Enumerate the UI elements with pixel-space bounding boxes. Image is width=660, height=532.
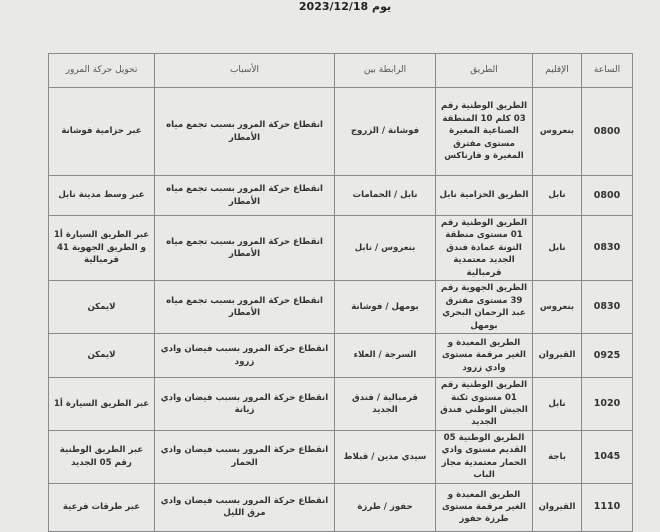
cell-link: قرمبالية / فندق الجديد	[335, 378, 436, 431]
cell-road: الطريق الوطنية رقم 01 مستوى منطقة التونة عمادة فندق الجديد معتمدية قرمبالية	[436, 216, 533, 281]
cell-cause: انقطاع حركة المرور بسبب فيضان وادي الحمار	[155, 430, 335, 483]
table-row	[49, 483, 633, 531]
cell-detour: عبر وسط مدينة نابل	[49, 176, 155, 216]
cell-cause: انقطاع حركة المرور بسبب تجمع مياه الأمطار	[155, 281, 335, 334]
table-row	[49, 88, 633, 176]
column-header-time: الساعة	[582, 54, 633, 88]
date-heading: يوم 2023/12/18	[298, 0, 392, 13]
cell-road: الطريق الوطنية رقم 03 كلم 10 المنطقة الصناعية المغيرة مستوى مفترق المغيرة و فارناكس	[436, 88, 533, 176]
cell-road: الطريق المعبدة و الغير مرقمة مستوى وادي زرود	[436, 334, 533, 378]
column-header-cause: الأسباب	[155, 54, 335, 88]
cell-link: سيدي مدين / قبلاط	[335, 430, 436, 483]
cell-cause: انقطاع حركة المرور بسبب فيضان وادي زيانة	[155, 378, 335, 431]
cell-time: 1045	[582, 430, 633, 483]
cell-region: نابل	[533, 378, 582, 431]
cell-link: بنعروس / نابل	[335, 216, 436, 281]
cell-road: الطريق الوطنية 05 القديم مستوى وادي الحمار معتمدية مجاز الباب	[436, 430, 533, 483]
cell-time: 1020	[582, 378, 633, 431]
column-header-region: الإقليم	[533, 54, 582, 88]
cell-region: نابل	[533, 216, 582, 281]
cell-detour: عبر الطريق السيارة أ1 و الطريق الجهوية 41 قرمبالية	[49, 216, 155, 281]
cell-link: حفوز / طرزة	[335, 483, 436, 531]
table-row	[49, 176, 633, 216]
cell-link: بومهل / فوشانة	[335, 281, 436, 334]
cell-region: نابل	[533, 176, 582, 216]
column-header-link: الرابطة بين	[335, 54, 436, 88]
cell-link: نابل / الحمامات	[335, 176, 436, 216]
cell-cause: انقطاع حركة المرور بسبب تجمع مياه الأمطار	[155, 176, 335, 216]
cell-detour: عبر الطريق السيارة أ1	[49, 378, 155, 431]
cell-detour: عبر طرقات فرعية	[49, 483, 155, 531]
cell-region: باجة	[533, 430, 582, 483]
cell-link: فوشانة / الزروج	[335, 88, 436, 176]
cell-cause: انقطاع حركة المرور بسبب فيضان وادي مرق الليل	[155, 483, 335, 531]
cell-time: 0830	[582, 281, 633, 334]
column-header-road: الطريق	[436, 54, 533, 88]
cell-detour: عبر الطريق الوطنية رقم 05 الجديد	[49, 430, 155, 483]
cell-time: 0800	[582, 88, 633, 176]
road-closures-table	[48, 53, 633, 532]
cell-cause: انقطاع حركة المرور بسبب فيضان وادي زرود	[155, 334, 335, 378]
cell-region: بنعروس	[533, 88, 582, 176]
cell-time: 0830	[582, 216, 633, 281]
cell-road: الطريق الوطنية رقم 01 مستوى ثكنة الجيش الوطني فندق الجديد	[436, 378, 533, 431]
column-header-detour: تحويل حركة المرور	[49, 54, 155, 88]
cell-detour: لايمكن	[49, 281, 155, 334]
cell-time: 0925	[582, 334, 633, 378]
cell-region: القيروان	[533, 334, 582, 378]
cell-detour: عبر حزامية فوشانة	[49, 88, 155, 176]
cell-region: بنعروس	[533, 281, 582, 334]
table-row	[49, 334, 633, 378]
cell-link: السرجة / العلاء	[335, 334, 436, 378]
cell-region: القيروان	[533, 483, 582, 531]
header-row	[49, 54, 633, 88]
table-row	[49, 216, 633, 281]
cell-cause: انقطاع حركة المرور بسبب تجمع مياه الأمطار	[155, 88, 335, 176]
cell-road: الطريق المعبدة و الغير مرقمة مستوى طرزة حفوز	[436, 483, 533, 531]
cell-detour: لايمكن	[49, 334, 155, 378]
table-row	[49, 378, 633, 431]
cell-cause: انقطاع حركة المرور بسبب تجمع مياه الأمطار	[155, 216, 335, 281]
cell-road: الطريق الجهوية رقم 39 مستوى مفترق عبد الرحمان البحري بومهل	[436, 281, 533, 334]
cell-time: 1110	[582, 483, 633, 531]
table-row	[49, 281, 633, 334]
table-row	[49, 430, 633, 483]
cell-time: 0800	[582, 176, 633, 216]
cell-road: الطريق الحزامية نابل	[436, 176, 533, 216]
